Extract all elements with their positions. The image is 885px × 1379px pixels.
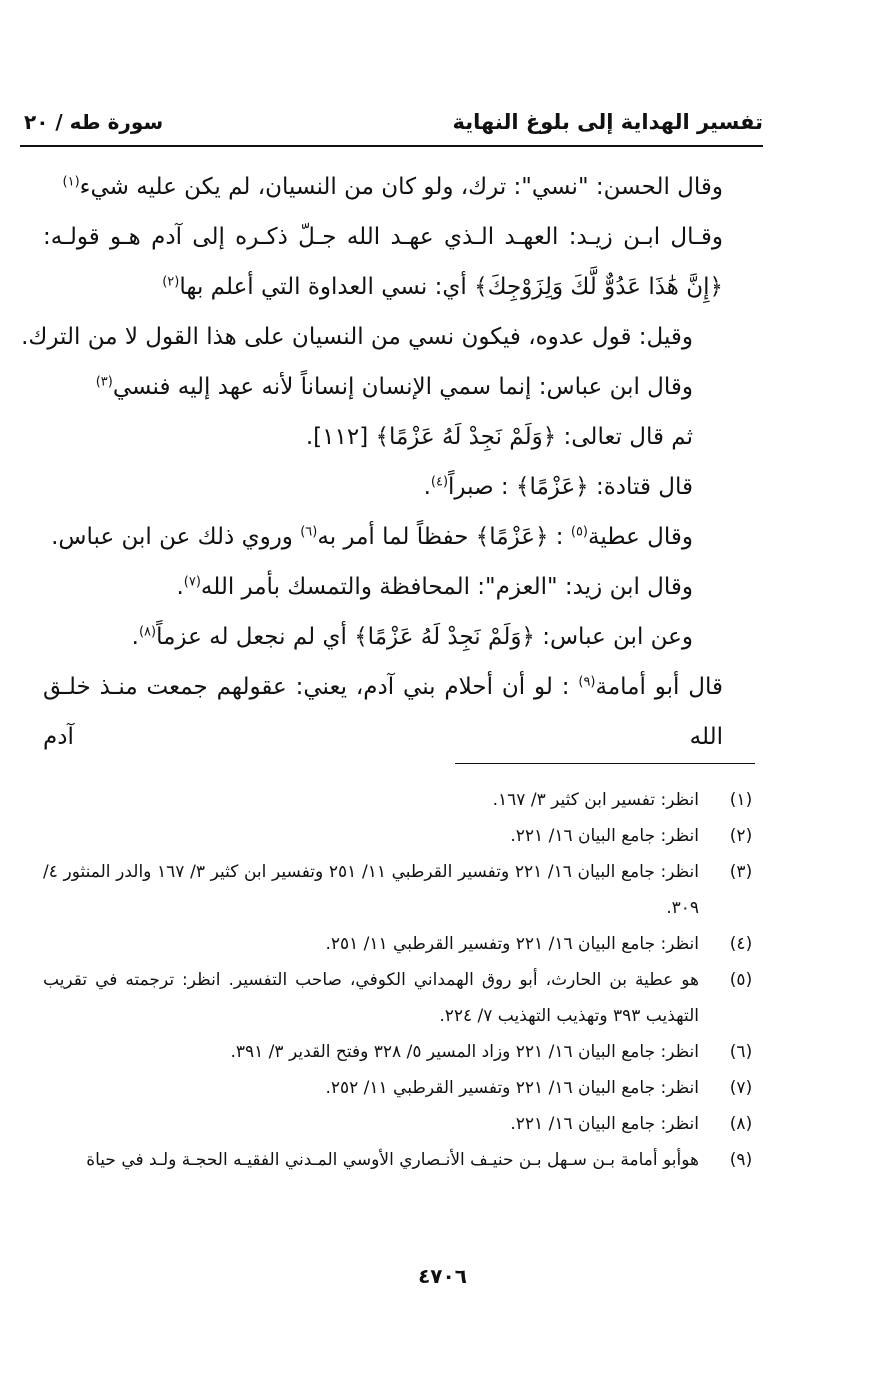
verse-number: [١١٢].: [305, 424, 376, 450]
paragraph-text: أي: نسي العداوة التي أعلم بها: [179, 274, 475, 300]
page-number: ٤٧٠٦: [418, 1264, 467, 1288]
paragraph-9: [43, 612, 723, 662]
footnote-ref: (٣): [95, 374, 113, 390]
footnotes: [43, 782, 763, 1178]
footnote-text: انظر: جامع البيان ١٦/ ٢٢١ وتفسير القرطبي ١١/ ٢٥١.: [325, 934, 699, 954]
surah-label: سورة طه / ٢٠: [24, 110, 164, 134]
footnote-ref: (٨): [138, 624, 157, 640]
footnote-item: [43, 1070, 763, 1106]
footnote-text: هوأبو أمامة بـن سـهل بـن حنيـف الأنـصاري الأوسي المـدني الفقيـه الحجـة ولـد في حياة: [86, 1150, 699, 1170]
paragraph-text: حفظاً لما أمر به: [317, 524, 476, 550]
quran-verse: ﴿وَلَمْ نَجِدْ لَهُ عَزْمًا﴾: [375, 424, 557, 450]
book-title: تفسير الهداية إلى بلوغ النهاية: [452, 110, 763, 134]
footnote-number: (٦): [729, 1042, 753, 1062]
punctuation: .: [423, 474, 431, 500]
footnote-number: (٨): [729, 1114, 753, 1134]
footnote-item: [43, 1034, 763, 1070]
punctuation: .: [176, 574, 184, 600]
footnote-text: انظر: جامع البيان ١٦/ ٢٢١.: [510, 826, 699, 846]
quran-verse: ﴿عَزْمًا﴾: [475, 524, 549, 550]
footnote-ref: (٤): [430, 474, 449, 490]
footnote-item: [43, 926, 763, 962]
footnote-ref: (١): [62, 174, 80, 190]
header-rule: [20, 145, 763, 147]
footnote-text: انظر: جامع البيان ١٦/ ٢٢١ وتفسير القرطبي ١١/ ٢٥١ وتفسير ابن كثير ٣/ ١٦٧ والدر المنثور ٤/ ٣٠٩.: [43, 862, 699, 918]
footnote-ref: (٥): [570, 524, 588, 540]
paragraph-text: قال قتادة:: [588, 474, 693, 500]
footnote-text: انظر: جامع البيان ١٦/ ٢٢١ وزاد المسير ٥/ ٣٢٨ وفتح القدير ٣/ ٣٩١.: [230, 1042, 699, 1062]
footnote-number: (١): [729, 790, 753, 810]
footnote-rule: [455, 763, 755, 764]
paragraph-text: وروي ذلك عن ابن عباس.: [51, 524, 301, 550]
quran-verse: ﴿وَلَمْ نَجِدْ لَهُ عَزْمًا﴾: [354, 624, 535, 650]
footnote-ref: (٩): [578, 674, 596, 690]
paragraph-4: [43, 362, 723, 412]
footnote-ref: (٧): [183, 574, 201, 590]
paragraph-2-line-1: [43, 212, 723, 262]
footnote-text: هو عطية بن الحارث، أبو روق الهمداني الكوفي، صاحب التفسير. انظر: ترجمته في تقريب التهذيب ٣٩٣ وتهذيب التهذيب ٧/ ٢٢٤.: [43, 970, 699, 1026]
footnote-text: انظر: جامع البيان ١٦/ ٢٢١ وتفسير القرطبي ١١/ ٢٥٢.: [325, 1078, 699, 1098]
paragraph-text: أي لم نجعل له عزماً: [156, 624, 355, 650]
footnote-number: (٢): [729, 826, 753, 846]
footnote-item: [43, 962, 763, 1034]
paragraph-text: وقال الحسن: "نسي": ترك، ولو كان من النسيان، لم يكن عليه شيء: [79, 174, 723, 200]
footnote-ref: (٢): [162, 274, 180, 290]
footnote-number: (٤): [729, 934, 753, 954]
footnote-number: (٧): [729, 1078, 753, 1098]
paragraph-2-line-2: [43, 262, 723, 312]
paragraph-text: : صبراً: [448, 474, 516, 500]
paragraph-text: قال أبو أمامة: [595, 674, 723, 700]
footnote-text: انظر: جامع البيان ١٦/ ٢٢١.: [510, 1114, 699, 1134]
running-header: [20, 104, 763, 140]
paragraph-5: [43, 412, 723, 462]
paragraph-10: [43, 662, 723, 762]
quran-verse: ﴿عَزْمًا﴾: [515, 474, 589, 500]
punctuation: :: [548, 524, 571, 550]
footnote-number: (٣): [729, 862, 753, 882]
paragraph-1: [43, 162, 723, 212]
footnote-number: (٥): [729, 970, 753, 990]
punctuation: .: [131, 624, 139, 650]
footnote-item: [43, 1106, 763, 1142]
paragraph-text: وقـال ابـن زيـد: العهـد الـذي عهـد الله جـلّ ذكـره إلى آدم هـو قولـه:: [43, 224, 723, 250]
footnote-text: انظر: تفسير ابن كثير ٣/ ١٦٧.: [492, 790, 699, 810]
paragraph-text: وعن ابن عباس:: [534, 624, 693, 650]
paragraph-text: وقال عطية: [588, 524, 693, 550]
paragraph-text: وقال ابن زيد: "العزم": المحافظة والتمسك بأمر الله: [200, 574, 693, 600]
footnote-number: (٩): [729, 1150, 753, 1170]
paragraph-text: ثم قال تعالى:: [556, 424, 693, 450]
footnote-item: [43, 818, 763, 854]
footnote-item: [43, 854, 763, 926]
paragraph-8: [43, 562, 723, 612]
main-text: [21, 162, 723, 762]
footnote-ref: (٦): [300, 524, 318, 540]
paragraph-7: [43, 512, 723, 562]
footnote-item: [43, 1142, 763, 1178]
quran-verse: ﴿إِنَّ هَٰذَا عَدُوٌّ لَّكَ وَلِزَوْجِكَ﴾: [474, 274, 723, 300]
paragraph-text: : لو أن أحلام بني آدم، يعني: عقولهم جمعت منـذ خلـق الله آدم: [43, 674, 723, 750]
paragraph-text: وقيل: قول عدوه، فيكون نسي من النسيان على هذا القول لا من الترك.: [21, 324, 693, 350]
footnote-item: [43, 782, 763, 818]
paragraph-3: [21, 312, 723, 362]
paragraph-text: وقال ابن عباس: إنما سمي الإنسان إنساناً لأنه عهد إليه فنسي: [112, 374, 693, 400]
paragraph-6: [43, 462, 723, 512]
